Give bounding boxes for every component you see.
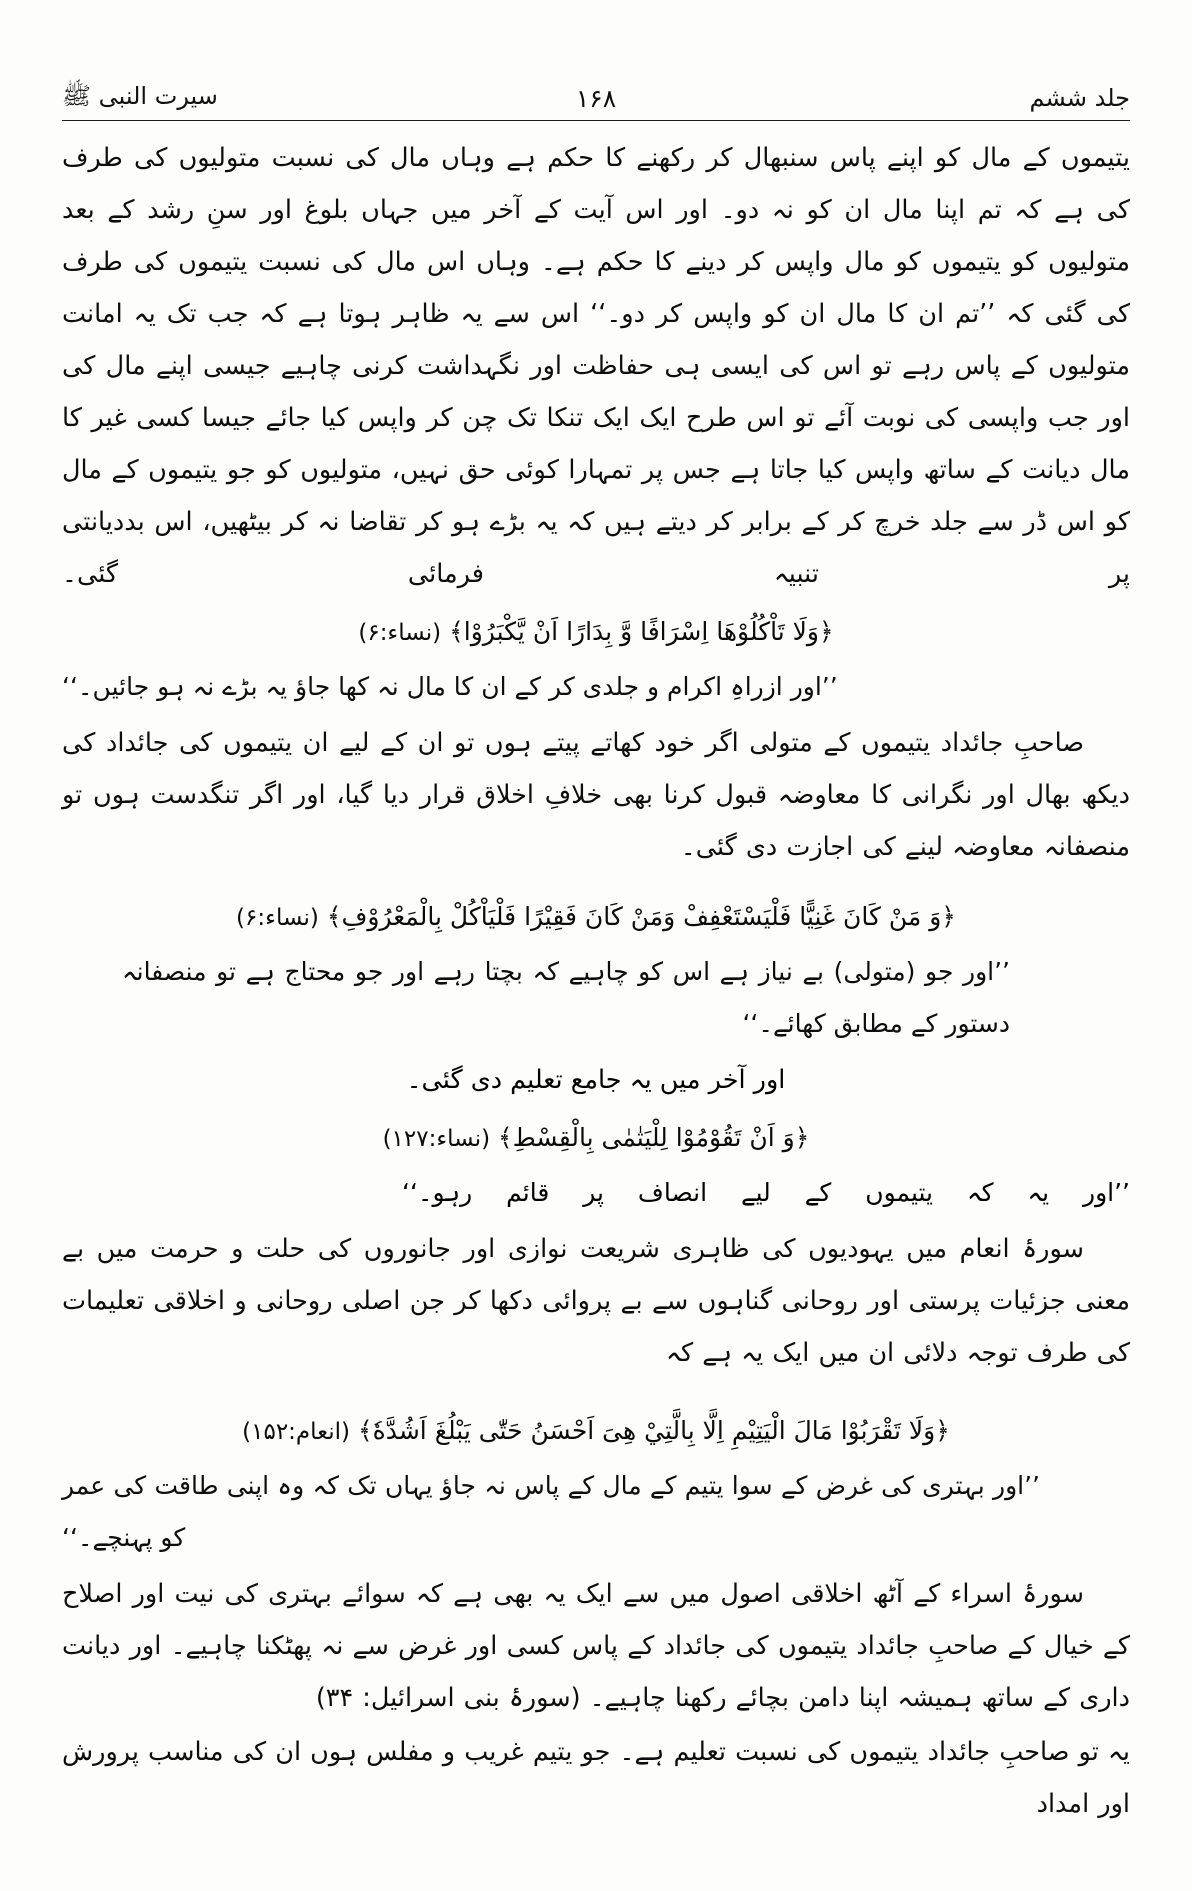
translation-3: ’’اور یہ کہ یتیموں کے لیے انصاف پر قائم رہو۔‘‘: [402, 1178, 1130, 1207]
verse-arabic-text: ﴿وَلَا تَاْكُلُوْهَا اِسْرَافًا وَّ بِدَارًا اَنْ يَّكْبَرُوْا﴾: [449, 617, 834, 646]
paragraph-6: یہ تو صاحبِ جائداد یتیموں کی نسبت تعلیم ہے۔ جو یتیم غریب و مفلس ہوں ان کی مناسب پرورش اور امداد: [62, 1737, 1130, 1819]
header-volume: جلد ششم: [1029, 84, 1130, 112]
verse-reference: (نساء:۶): [236, 905, 319, 931]
paragraph-1: یتیموں کے مال کو اپنے پاس سنبھال کر رکھنے کا حکم ہے وہاں مال کی نسبت متولیوں کی طرف کی ہے کہ تم اپنا مال ان کو نہ دو۔ اور اس آیت کے آخر میں جہاں بلوغ اور سنِ رشد کے بعد متولیوں کو یتیموں کو مال واپس کر دینے کا حکم ہے۔ وہاں اس مال کی نسبت یتیموں کی طرف کی گئی کہ ’’تم ان کا مال ان کو واپس کر دو۔‘‘ اس سے یہ ظاہر ہوتا ہے کہ جب تک یہ امانت متولیوں کے پاس رہے تو اس کی ایسی ہی حفاظت اور نگہداشت کرنی چاہیے جیسی اپنے مال کی اور جب واپسی کی نوبت آئے تو اس طرح ایک ایک تنکا تک چن کر واپس کیا جائے جیسا کسی غیر کا مال دیانت کے ساتھ واپس کیا جاتا ہے جس پر تمہارا کوئی حق نہیں، متولیوں کو جو یتیموں کے مال کو اس ڈر سے جلد خرچ کر کے برابر کر دیتے ہیں کہ یہ بڑے ہو کر تقاضا نہ کر بیٹھیں، اس بددیانتی پر تنبیہ فرمائی گئی۔: [62, 143, 1130, 589]
paragraph-5: سورۂ اسراء کے آٹھ اخلاقی اصول میں سے ایک یہ بھی ہے کہ سوائے بہتری کی نیت اور اصلاح کے خیال کے صاحبِ جائداد یتیموں کی جائداد کے پاس کسی اور غرض سے نہ پھٹکنا چاہیے۔ اور دیانت داری کے ساتھ ہمیشہ اپنا دامن بچائے رکھنا چاہیے۔ (سورۂ بنی اسرائیل: ۳۴): [62, 1579, 1130, 1713]
spacer: [62, 1381, 1130, 1399]
quran-verse-1: [62, 606, 1130, 659]
verse-arabic-text: ﴿وَ اَنْ تَقُوْمُوْا لِلْيَتٰمٰى بِالْقِسْطِ﴾: [498, 1123, 810, 1152]
verse-arabic-text: ﴿وَلَا تَقْرَبُوْا مَالَ الْيَتِيْمِ اِلَّا بِالَّتِيْ هِىَ اَحْسَنُ حَتّٰى يَبْلُغَ اَشُدَّهٗ﴾: [357, 1416, 950, 1445]
quran-verse-2: [62, 891, 1130, 944]
translation-1: ’’اور ازراہِ اکرام و جلدی کر کے ان کا مال نہ کھا جاؤ یہ بڑے نہ ہو جائیں۔‘‘: [62, 672, 838, 701]
translation-2: ’’اور جو (متولی) بے نیاز ہے اس کو چاہیے کہ بچتا رہے اور جو محتاج ہے تو منصفانہ دستور کے مطابق کھائے۔‘‘: [122, 957, 1010, 1038]
quran-verse-3: [62, 1112, 1130, 1165]
paragraph-3: اور آخر میں یہ جامع تعلیم دی گئی۔: [406, 1065, 786, 1095]
paragraph-4: سورۂ انعام میں یہودیوں کی ظاہری شریعت نوازی اور جانوروں کی حلت و حرمت میں بے معنی جزئیات پرستی اور روحانی گناہوں سے بے پروائی دکھا کر جن اصلی روحانی و اخلاقی تعلیمات کی طرف توجہ دلائی ان میں ایک یہ ہے کہ: [62, 1234, 1130, 1368]
header-book-title: سیرت النبی ﷺ: [62, 81, 218, 110]
page-body: [62, 132, 1130, 1861]
quran-verse-4: [62, 1405, 1130, 1458]
page-header: [62, 78, 1130, 118]
spacer: [62, 875, 1130, 885]
verse-arabic-text: ﴿وَ مَنْ كَانَ غَنِيًّا فَلْيَسْتَعْفِفْ وَمَنْ كَانَ فَقِيْرًا فَلْيَاْكُلْ بِالْمَعْرُوْفِ﴾: [326, 902, 956, 931]
verse-reference: (نساء:۱۲۷): [382, 1126, 491, 1152]
verse-reference: (انعام:۱۵۲): [242, 1419, 351, 1445]
page-number: ۱۶۸: [575, 83, 617, 113]
paragraph-2: صاحبِ جائداد یتیموں کے متولی اگر خود کھاتے پیتے ہوں تو ان کے لیے ان یتیموں کی جائداد کی دیکھ بھال اور نگرانی کا معاوضہ قبول کرنا بھی خلافِ اخلاق قرار دیا گیا، اور اگر تنگدست ہوں تو منصفانہ معاوضہ لینے کی اجازت دی گئی۔: [62, 728, 1130, 862]
translation-4: ’’اور بہتری کی غرض کے سوا یتیم کے مال کے پاس نہ جاؤ یہاں تک کہ وہ اپنی طاقت کی عمر کو پہنچے۔‘‘: [62, 1471, 1040, 1552]
header-divider: [62, 120, 1130, 121]
verse-reference: (نساء:۶): [358, 620, 442, 646]
